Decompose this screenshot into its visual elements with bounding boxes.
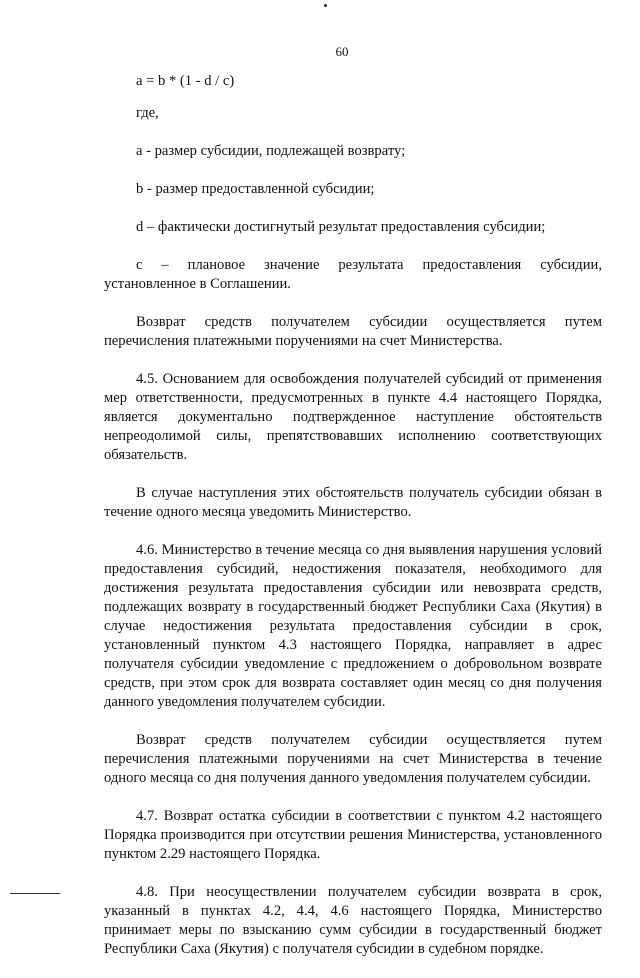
definition-b: b - размер предоставленной субсидии; xyxy=(136,181,375,197)
footer-line xyxy=(10,893,60,894)
paragraph-4-6: 4.6. Министерство в течение месяца со дня выявления нарушения условий предоставления субсидий, недостижения показателя, необходимого для достижения результата предоставления субсидии или невозврата средств, подлежащих возврату в государственный бюджет Республики Саха (Якутия) в случае недостижения результата предоставления субсидии в срок, установленный пунктом 4.3 настоящего Порядка, направляет в адрес получателя субсидии уведомление с предложением о добровольном возврате средств, при этом срок для возврата составляет один месяц со дня получения данного уведомления получателем субсидии. xyxy=(104,542,602,710)
paragraph-4-7: 4.7. Возврат остатка субсидии в соответствии с пунктом 4.2 настоящего Порядка производится при отсутствии решения Министерства, установленного пунктом 2.29 настоящего Порядка. xyxy=(104,808,602,862)
paragraph-force-majeure: В случае наступления этих обстоятельств получатель субсидии обязан в течение одного месяца уведомить Министерство. xyxy=(104,485,602,520)
document-body xyxy=(104,72,602,978)
paragraph-4-5: 4.5. Основанием для освобождения получателей субсидий от применения мер ответственности, предусмотренных в пункте 4.4 настоящего Порядка, является документально подтвержденное наступление обстоятельств непреодолимой силы, препятствовавших исполнению соответствующих обязательств. xyxy=(104,371,602,463)
page-number: 60 xyxy=(335,44,349,59)
scan-speck xyxy=(324,4,327,7)
paragraph-4-8: 4.8. При неосуществлении получателем субсидии возврата в срок, указанный в пунктах 4.2, 4.4, 4.6 настоящего Порядка, Министерство принимает меры по взысканию сумм субсидии в государственный бюджет Республики Саха (Якутия) с получателя субсидии в судебном порядке. xyxy=(104,884,602,957)
definition-d: d – фактически достигнутый результат предоставления субсидии; xyxy=(136,219,546,235)
where-label: где, xyxy=(136,105,159,121)
formula: a = b * (1 - d / c) xyxy=(136,73,235,89)
definition-c: c – плановое значение результата предоставления субсидии, установленное в Соглашении. xyxy=(104,257,602,292)
paragraph-refund: Возврат средств получателем субсидии осуществляется путем перечисления платежными поручениями на счет Министерства. xyxy=(104,314,602,349)
definition-a: a - размер субсидии, подлежащей возврату; xyxy=(136,143,406,159)
paragraph-refund-term: Возврат средств получателем субсидии осуществляется путем перечисления платежными поручениями на счет Министерства в течение одного месяца со дня получения данного уведомления получателем субсидии. xyxy=(104,732,602,786)
